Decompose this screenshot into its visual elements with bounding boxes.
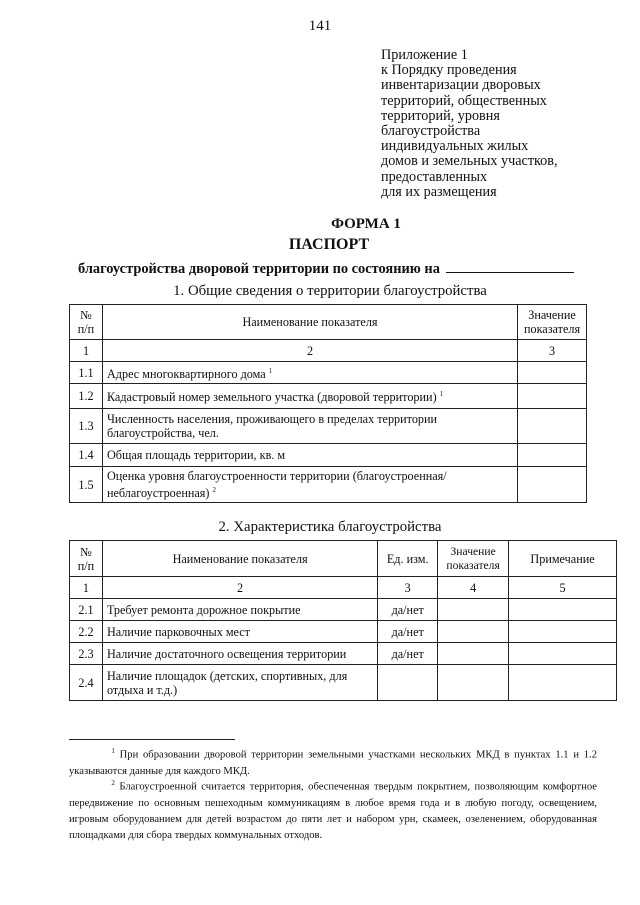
document-title: ПАСПОРТ [288, 236, 370, 253]
row-name: Требует ремонта дорожное покрытие [102, 599, 377, 621]
document-subtitle [78, 260, 574, 278]
footnote-ref: 2 [212, 485, 217, 494]
row-unit [378, 665, 438, 701]
row-value [438, 643, 509, 665]
footnote-ref: 1 [439, 390, 444, 399]
row-name-text: Оценка уровня благоустроенности территории (благоустроенная/ неблагоустроенная) [106, 468, 447, 501]
row-name [102, 362, 517, 384]
row-remark [509, 621, 617, 643]
subtitle-text: благоустройства дворовой территории по состоянию на [78, 261, 440, 277]
row-unit: да/нет [378, 643, 438, 665]
table-row [70, 384, 587, 409]
header-name: Наименование показателя [102, 305, 517, 340]
row-num: 1.5 [70, 467, 103, 503]
footnote [69, 775, 597, 844]
table-row [70, 621, 617, 643]
row-unit: да/нет [378, 599, 438, 621]
index-cell: 2 [102, 577, 377, 599]
section1-title: 1. Общие сведения о территории благоустройства [173, 283, 487, 299]
row-value [518, 467, 587, 503]
row-num: 1.4 [70, 444, 103, 467]
table-row [70, 599, 617, 621]
appendix-line: для их размещения [381, 183, 497, 200]
row-num: 2.2 [70, 621, 103, 643]
table-row [70, 362, 587, 384]
table-index-row [70, 577, 617, 599]
characteristics-table [69, 540, 617, 701]
footnote-mark: 1 [111, 747, 115, 755]
row-name-text: Адрес многоквартирного дома [106, 367, 266, 382]
header-remark: Примечание [509, 541, 617, 577]
appendix-line: индивидуальных жилых [381, 138, 529, 155]
row-name: Наличие площадок (детских, спортивных, для отдыха и т.д.) [102, 665, 377, 701]
footnote-ref: 1 [268, 366, 273, 375]
table-row [70, 665, 617, 701]
footnote-text: Благоустроенной считается территория, обеспеченная твердым покрытием, позволяющим комфортное передвижение по основным пешеходным коммуникациям в любое время года и в любую погоду, освещением, игровым оборудованием для детей возрастом до пяти лет и набором урн, скамеек, озеленением, оборудованная площадками для сбора твердых коммунальных отходов. [69, 781, 597, 841]
header-value: Значение показателя [438, 541, 509, 577]
appendix-line: к Порядку проведения [381, 62, 517, 79]
index-cell: 3 [518, 340, 587, 362]
row-num: 1.3 [70, 409, 103, 444]
row-name: Наличие достаточного освещения территории [102, 643, 377, 665]
index-cell: 1 [70, 340, 103, 362]
row-unit: да/нет [378, 621, 438, 643]
form-label: ФОРМА 1 [331, 216, 401, 232]
appendix-line: территорий, общественных [381, 92, 547, 109]
footnote-text: При образовании дворовой территории земельными участками нескольких МКД в пунктах 1.1 и 1.2 указываются данные для каждого МКД. [69, 749, 598, 777]
row-value [518, 384, 587, 409]
appendix-line: Приложение 1 [381, 47, 468, 63]
page-number: 141 [308, 18, 332, 34]
row-name: Численность населения, проживающего в пределах территории благоустройства, чел. [102, 409, 517, 444]
table-index-row [70, 340, 587, 362]
general-info-table [69, 304, 587, 503]
date-blank-line [446, 260, 574, 273]
row-value [518, 444, 587, 467]
index-cell: 1 [70, 577, 103, 599]
row-name: Наличие парковочных мест [102, 621, 377, 643]
appendix-line: предоставленных [381, 168, 488, 185]
row-value [438, 621, 509, 643]
row-num: 1.2 [70, 384, 103, 409]
footnote-divider [69, 739, 235, 740]
index-cell: 4 [438, 577, 509, 599]
table-row [70, 643, 617, 665]
row-remark [509, 665, 617, 701]
row-value [518, 409, 587, 444]
section2-title: 2. Характеристика благоустройства [218, 519, 442, 535]
table-row [70, 409, 587, 444]
header-name: Наименование показателя [102, 541, 377, 577]
row-value [438, 665, 509, 701]
row-value [438, 599, 509, 621]
table-header-row [70, 305, 587, 340]
table-header-row [70, 541, 617, 577]
row-remark [509, 643, 617, 665]
index-cell: 5 [509, 577, 617, 599]
row-num: 1.1 [70, 362, 103, 384]
row-name-text: Кадастровый номер земельного участка (дворовой территории) [106, 390, 437, 405]
table-row [70, 444, 587, 467]
row-value [518, 362, 587, 384]
header-value: Значение показателя [518, 305, 587, 340]
index-cell: 3 [378, 577, 438, 599]
row-remark [509, 599, 617, 621]
row-num: 2.3 [70, 643, 103, 665]
appendix-line: территорий, уровня [381, 107, 500, 124]
row-num: 2.1 [70, 599, 103, 621]
header-num: № п/п [70, 305, 103, 340]
row-name: Общая площадь территории, кв. м [102, 444, 517, 467]
index-cell: 2 [102, 340, 517, 362]
table-row [70, 467, 587, 503]
header-num: № п/п [70, 541, 103, 577]
header-unit: Ед. изм. [378, 541, 438, 577]
row-num: 2.4 [70, 665, 103, 701]
row-name [102, 467, 517, 503]
appendix-line: благоустройства [381, 123, 481, 140]
footnote-mark: 2 [111, 779, 115, 787]
row-name [102, 384, 517, 409]
appendix-line: домов и земельных участков, [381, 153, 558, 170]
appendix-line: инвентаризации дворовых [381, 77, 541, 94]
appendix-block [381, 48, 621, 200]
